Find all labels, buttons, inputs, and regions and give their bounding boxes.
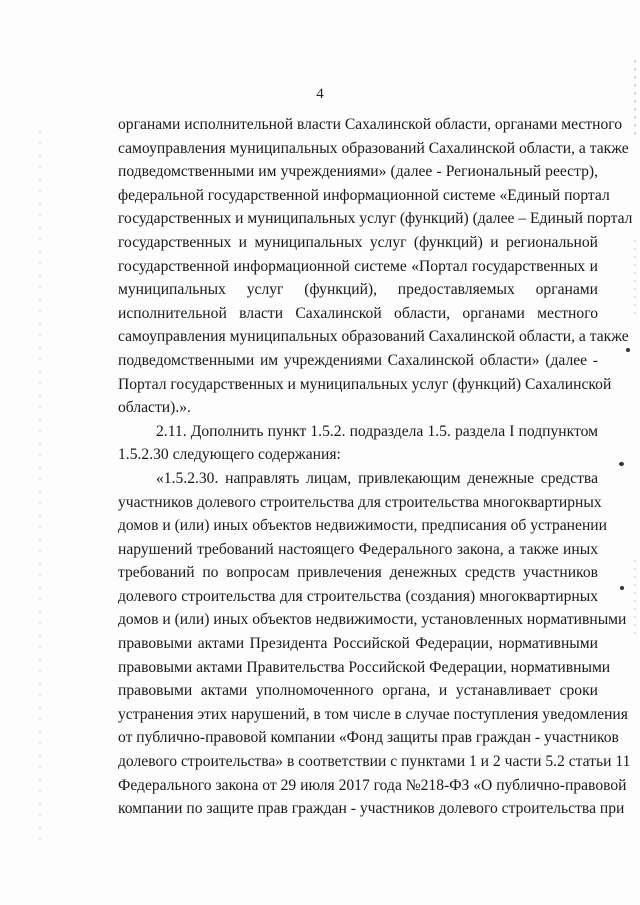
text-line: области).». [118,399,191,417]
text-line: домов и (или) иных объектов недвижимости, установленных нормативными [118,611,627,629]
text-line: Федерального закона от 29 июля 2017 года №218-ФЗ «О публично-правовой [118,776,627,794]
text-line: подведомственными им учреждениями Сахалинской области» (далее - [118,351,598,369]
text-line: долевого строительства» в соответствии с пунктами 1 и 2 части 5.2 статьи 11 [118,753,631,771]
scan-speck [619,462,624,466]
text-line: самоуправления муниципальных образований Сахалинской области, а также [118,139,629,157]
text-line: самоуправления муниципальных образований Сахалинской области, а также [118,328,629,346]
text-line: подведомственными им учреждениями» (далее - Региональный реестр), [118,163,598,181]
text-line: правовыми актами Правительства Российской Федерации, нормативными [118,658,611,676]
text-line: от публично-правовой компании «Фонд защиты прав граждан - участников [118,729,619,747]
paragraph-start-line: «1.5.2.30. направлять лицам, привлекающим денежные средства [156,469,598,487]
text-line: требований по вопросам привлечения денежных средств участников [118,564,598,582]
scan-edge-artifact [632,0,638,905]
text-line: правовыми актами уполномоченного органа, и устанавливает сроки [118,682,598,700]
text-line: правовыми актами Президента Российской Федерации, нормативными [118,635,598,653]
page-number: 4 [316,86,324,102]
text-line: государственных и муниципальных услуг (функций) (далее – Единый портал [118,210,633,228]
text-line: устранения этих нарушений, в том числе в случае поступления уведомления [118,705,628,723]
scan-speck [626,348,630,352]
text-line: исполнительной власти Сахалинской области, органами местного [118,304,598,322]
text-line: участников долевого строительства для строительства многоквартирных [118,493,602,511]
text-line: нарушений требований настоящего Федерального закона, а также иных [118,540,598,558]
text-line: долевого строительства для строительства (создания) многоквартирных [118,587,598,605]
text-line: государственной информационной системе «Портал государственных и [118,257,598,275]
text-line: компании по защите прав граждан - участников долевого строительства при [118,800,625,818]
text-line: муниципальных услуг (функций), предоставляемых органами [118,281,598,299]
text-line: домов и (или) иных объектов недвижимости, предписания об устранении [118,517,607,535]
text-line: Портал государственных и муниципальных услуг (функций) Сахалинской [118,375,612,393]
text-line: государственных и муниципальных услуг (функций) и региональной [118,233,598,251]
text-line: 1.5.2.30 следующего содержания: [118,446,341,464]
paragraph-start-line: 2.11. Дополнить пункт 1.5.2. подраздела 1.5. раздела I подпунктом [156,422,598,440]
text-line: федеральной государственной информационной системе «Единый портал [118,186,610,204]
document-body [118,113,633,821]
text-line: органами исполнительной власти Сахалинской области, органами местного [118,116,623,133]
scan-speck [620,586,624,590]
scan-edge-artifact [38,130,42,850]
